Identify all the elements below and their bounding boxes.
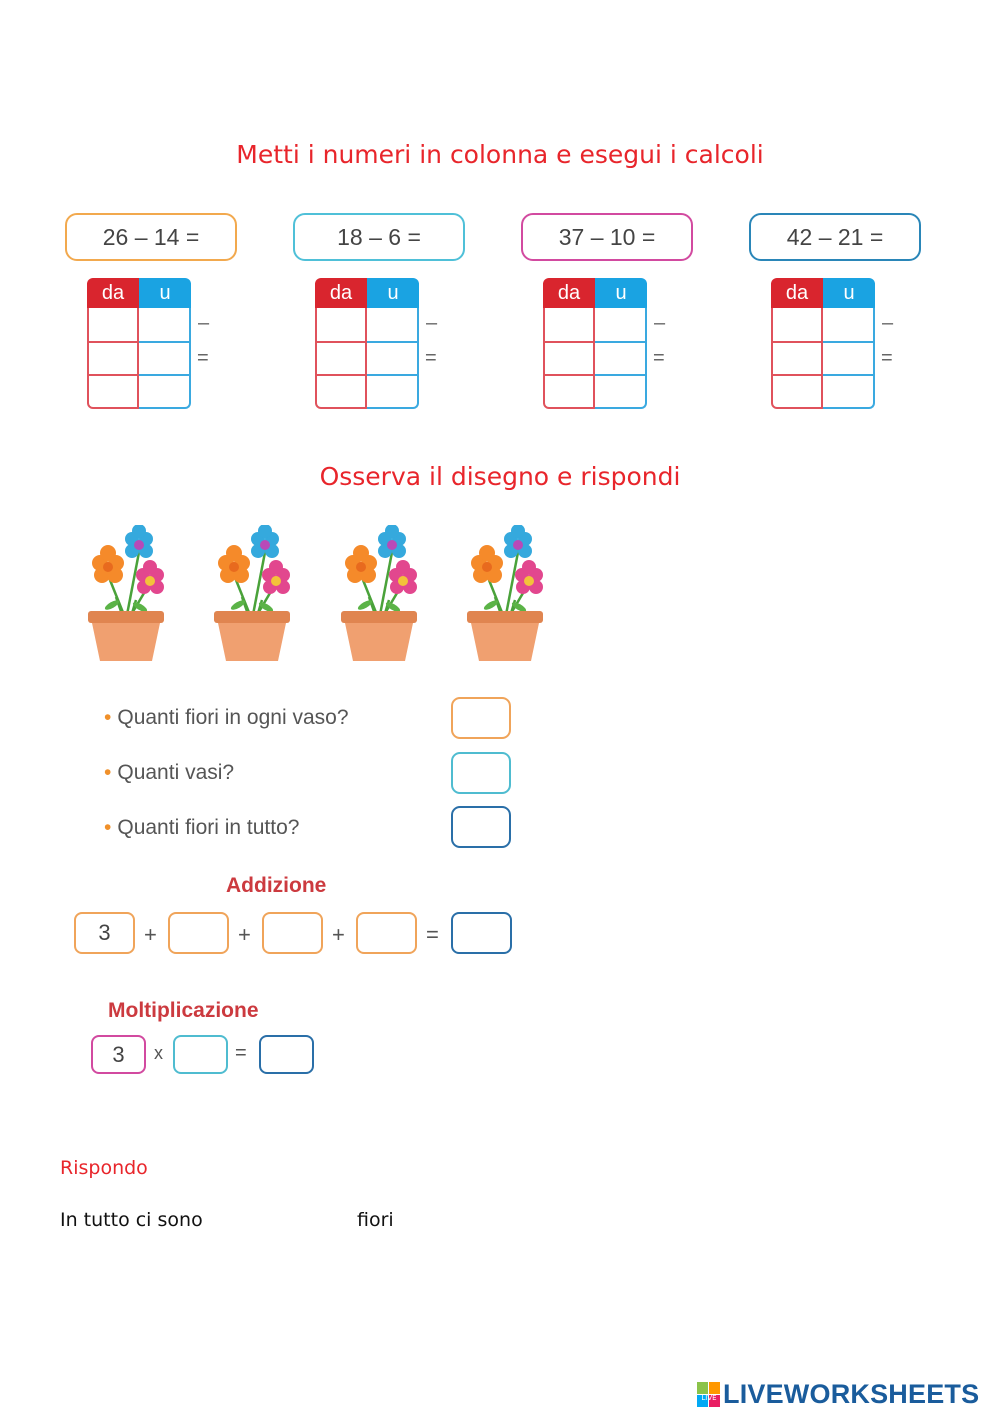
answer-box-flowers-per-pot[interactable] bbox=[451, 697, 511, 739]
equals-sign: = bbox=[197, 347, 209, 369]
tens-cell[interactable] bbox=[545, 374, 593, 407]
question-text: Quanti fiori in tutto? bbox=[117, 816, 300, 839]
tens-header: da bbox=[87, 278, 139, 308]
flower-pot-image bbox=[457, 525, 552, 665]
equals-sign: = bbox=[881, 347, 893, 369]
tens-cell[interactable] bbox=[89, 374, 137, 407]
units-cell[interactable] bbox=[367, 374, 417, 407]
tens-cell[interactable] bbox=[317, 341, 365, 374]
answer-input[interactable] bbox=[238, 1204, 344, 1232]
bullet: • bbox=[104, 761, 112, 784]
tens-cell[interactable] bbox=[545, 308, 593, 341]
question-flowers-per-pot bbox=[104, 706, 349, 730]
tens-cell[interactable] bbox=[773, 308, 821, 341]
addition-result-box[interactable] bbox=[451, 912, 512, 954]
column-grid-4 bbox=[771, 278, 875, 409]
answer-heading: Rispondo bbox=[60, 1157, 148, 1179]
flower-pot-image bbox=[331, 525, 426, 665]
logo-badge-text: LIVE bbox=[701, 1393, 717, 1402]
equals-sign: = bbox=[426, 922, 439, 947]
addition-first-box: 3 bbox=[74, 912, 135, 954]
question-total-flowers bbox=[104, 816, 299, 840]
addition-input-box[interactable] bbox=[168, 912, 229, 954]
units-cell[interactable] bbox=[139, 374, 189, 407]
plus-sign: + bbox=[332, 922, 345, 947]
question-text: Quanti vasi? bbox=[117, 761, 235, 784]
section-title-columns: Metti i numeri in colonna e esegui i calcoli bbox=[236, 140, 764, 169]
units-cell[interactable] bbox=[823, 308, 873, 341]
operation-box-2: 18 – 6 = bbox=[293, 213, 465, 261]
units-header: u bbox=[367, 278, 419, 308]
tens-cell[interactable] bbox=[545, 341, 593, 374]
units-cell[interactable] bbox=[367, 308, 417, 341]
units-cell[interactable] bbox=[595, 341, 645, 374]
tens-cell[interactable] bbox=[317, 308, 365, 341]
tens-cell[interactable] bbox=[317, 374, 365, 407]
equals-sign: = bbox=[653, 347, 665, 369]
units-cell[interactable] bbox=[595, 374, 645, 407]
tens-header: da bbox=[543, 278, 595, 308]
column-grid-1 bbox=[87, 278, 191, 409]
plus-sign: + bbox=[238, 922, 251, 947]
question-text: Quanti fiori in ogni vaso? bbox=[117, 706, 349, 729]
answer-sentence-start: In tutto ci sono bbox=[60, 1209, 203, 1231]
tens-cell[interactable] bbox=[773, 341, 821, 374]
units-cell[interactable] bbox=[823, 374, 873, 407]
units-cell[interactable] bbox=[367, 341, 417, 374]
multiplication-first-box: 3 bbox=[91, 1035, 146, 1074]
multiplication-result-box[interactable] bbox=[259, 1035, 314, 1074]
minus-sign: – bbox=[426, 312, 438, 334]
times-sign: x bbox=[154, 1043, 163, 1063]
section-title-observe: Osserva il disegno e rispondi bbox=[319, 462, 681, 491]
column-grid-3 bbox=[543, 278, 647, 409]
tens-cell[interactable] bbox=[89, 308, 137, 341]
answer-sentence-end: fiori bbox=[357, 1209, 394, 1231]
tens-header: da bbox=[315, 278, 367, 308]
plus-sign: + bbox=[144, 922, 157, 947]
addition-input-box[interactable] bbox=[262, 912, 323, 954]
operation-box-4: 42 – 21 = bbox=[749, 213, 921, 261]
equals-sign: = bbox=[425, 347, 437, 369]
tens-cell[interactable] bbox=[773, 374, 821, 407]
answer-box-total-flowers[interactable] bbox=[451, 806, 511, 848]
operation-box-3: 37 – 10 = bbox=[521, 213, 693, 261]
multiplication-input-box[interactable] bbox=[173, 1035, 228, 1074]
flower-pot-image bbox=[204, 525, 299, 665]
flower-pot-image bbox=[78, 525, 173, 665]
addition-input-box[interactable] bbox=[356, 912, 417, 954]
units-header: u bbox=[139, 278, 191, 308]
minus-sign: – bbox=[198, 312, 210, 334]
bullet: • bbox=[104, 816, 112, 839]
units-cell[interactable] bbox=[139, 341, 189, 374]
units-cell[interactable] bbox=[823, 341, 873, 374]
equals-sign: = bbox=[235, 1042, 247, 1064]
answer-box-pots[interactable] bbox=[451, 752, 511, 794]
question-pots bbox=[104, 761, 234, 785]
minus-sign: – bbox=[654, 312, 666, 334]
units-header: u bbox=[823, 278, 875, 308]
tens-cell[interactable] bbox=[89, 341, 137, 374]
column-grid-2 bbox=[315, 278, 419, 409]
operation-box-1: 26 – 14 = bbox=[65, 213, 237, 261]
liveworksheets-logo bbox=[697, 1379, 979, 1410]
addition-label: Addizione bbox=[226, 874, 327, 897]
tens-header: da bbox=[771, 278, 823, 308]
bullet: • bbox=[104, 706, 112, 729]
units-cell[interactable] bbox=[595, 308, 645, 341]
units-header: u bbox=[595, 278, 647, 308]
minus-sign: – bbox=[882, 312, 894, 334]
units-cell[interactable] bbox=[139, 308, 189, 341]
logo-badge-icon bbox=[697, 1382, 721, 1408]
multiplication-label: Moltiplicazione bbox=[108, 999, 259, 1022]
brand-name: LIVEWORKSHEETS bbox=[723, 1379, 980, 1409]
